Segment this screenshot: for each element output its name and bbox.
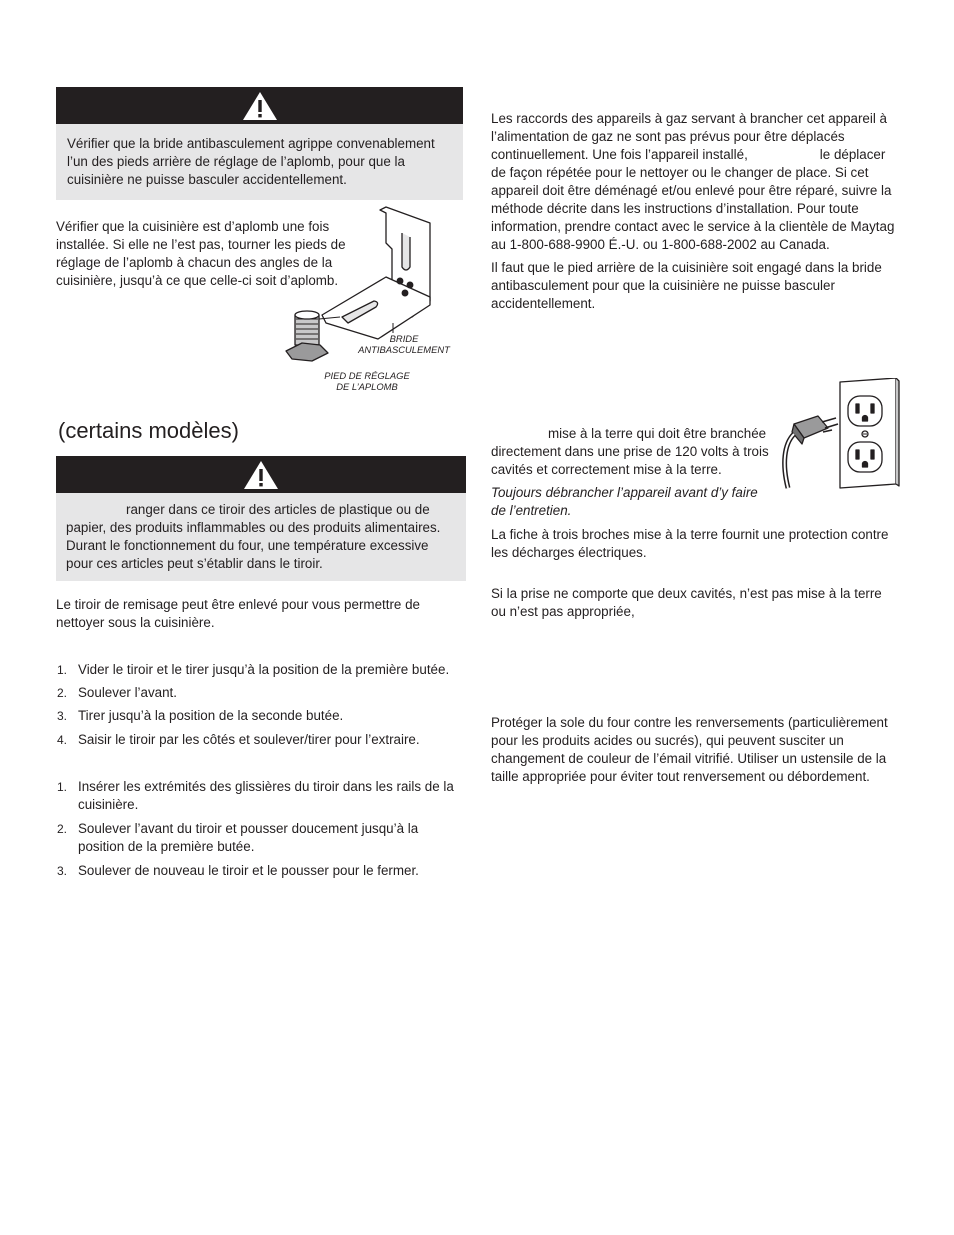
leveling-text: Vérifier que la cuisinière est d’aplomb une fois installée. Si elle ne l’est pas, tourner les pieds de réglage de l’aplomb à chacun des angles de la cuisinière, jusqu’à ce que celle-ci soit d’aplomb. [56, 219, 346, 288]
disconnect-note: Toujours débrancher l’appareil avant d’y faire de l’entretien. [491, 485, 758, 518]
grounded-plug-text: La fiche à trois broches mise à la terre fournit une protection contre les décharges électriques. [491, 527, 889, 560]
drawer-section-heading: (certains modèles) [58, 418, 239, 443]
list-item: 2. Soulever l’avant du tiroir et pousser doucement jusqu’à la position de la première butée. [57, 821, 419, 854]
warning-triangle-icon [243, 460, 279, 490]
bracket-label: BRIDE ANTIBASCULEMENT [358, 333, 450, 355]
anti-tip-reminder-text: Il faut que le pied arrière de la cuisinière soit engagé dans la bride antibasculement pour que la cuisinière ne puisse basculer accidentellement. [491, 260, 882, 311]
drawer-replace-steps [57, 778, 457, 880]
drawer-warning-body-box [56, 493, 466, 581]
warning-triangle-icon [242, 91, 278, 121]
list-item: 3. Tirer jusqu’à la position de la seconde butée. [57, 708, 344, 723]
oven-bottom-protection-text: Protéger la sole du four contre les renversements (particulièrement pour les produits acides ou sucrés), qui peuvent susciter un changement de couleur de l’émail vitrifié. Utiliser un ustensile de la taille appropriée pour éviter tout renversement ou débordement. [491, 715, 888, 784]
grounded-outlet-plug-illustration [778, 378, 900, 490]
warning-header-bar [56, 87, 463, 124]
drawer-warning-text: ranger dans ce tiroir des articles de plastique ou de papier, des produits inflammables ou des produits alimentaires. Durant le fonctionnement du four, une température excessive pour ces articles peut s’établir dans le tiroir. [66, 502, 441, 571]
warning-body-box [56, 124, 463, 200]
drawer-remove-steps [57, 661, 457, 749]
list-item: 4. Saisir le tiroir par les côtés et soulever/tirer pour l’extraire. [57, 732, 420, 747]
two-prong-outlet-text: Si la prise ne comporte que deux cavités, n’est pas mise à la terre ou n’est pas appropriée, [491, 586, 882, 619]
leveling-foot-label: PIED DE RÉGLAGE DE L’APLOMB [324, 370, 410, 392]
warning-text: Vérifier que la bride antibasculement agrippe convenablement l’un des pieds arrière de réglage de l’aplomb, pour que la cuisinière ne puisse basculer accidentellement. [67, 136, 435, 187]
gas-connection-text: Les raccords des appareils à gaz servant à brancher cet appareil à l’alimentation de gaz ne sont pas prévus pour être déplacés continuellement. Une fois l’appareil installé, le déplacer de façon répétée pour le nettoyer ou le changer de place. Si cet appareil doit être déménagé et/ou enlevé pour être réparé, suivre la méthode décrite dans les instructions d’installation. Pour toute information, prendre contact avec le service à la clientèle de Maytag au 1-800-688-9900 É.-U. ou 1-800-688-2002 au Canada. [491, 111, 895, 252]
list-item: 3. Soulever de nouveau le tiroir et le pousser pour le fermer. [57, 863, 419, 878]
list-item: 1. Insérer les extrémités des glissières du tiroir dans les rails de la cuisinière. [57, 779, 454, 812]
list-item: 1. Vider le tiroir et le tirer jusqu’à la position de la première butée. [57, 662, 450, 677]
drawer-intro-text: Le tiroir de remisage peut être enlevé pour vous permettre de nettoyer sous la cuisinière. [56, 597, 420, 630]
electrical-requirement-text: mise à la terre qui doit être branchée directement dans une prise de 120 volts à trois cavités et correctement mise à la terre. [491, 426, 769, 477]
list-item: 2. Soulever l’avant. [57, 685, 177, 700]
drawer-warning-header-bar [56, 456, 466, 493]
